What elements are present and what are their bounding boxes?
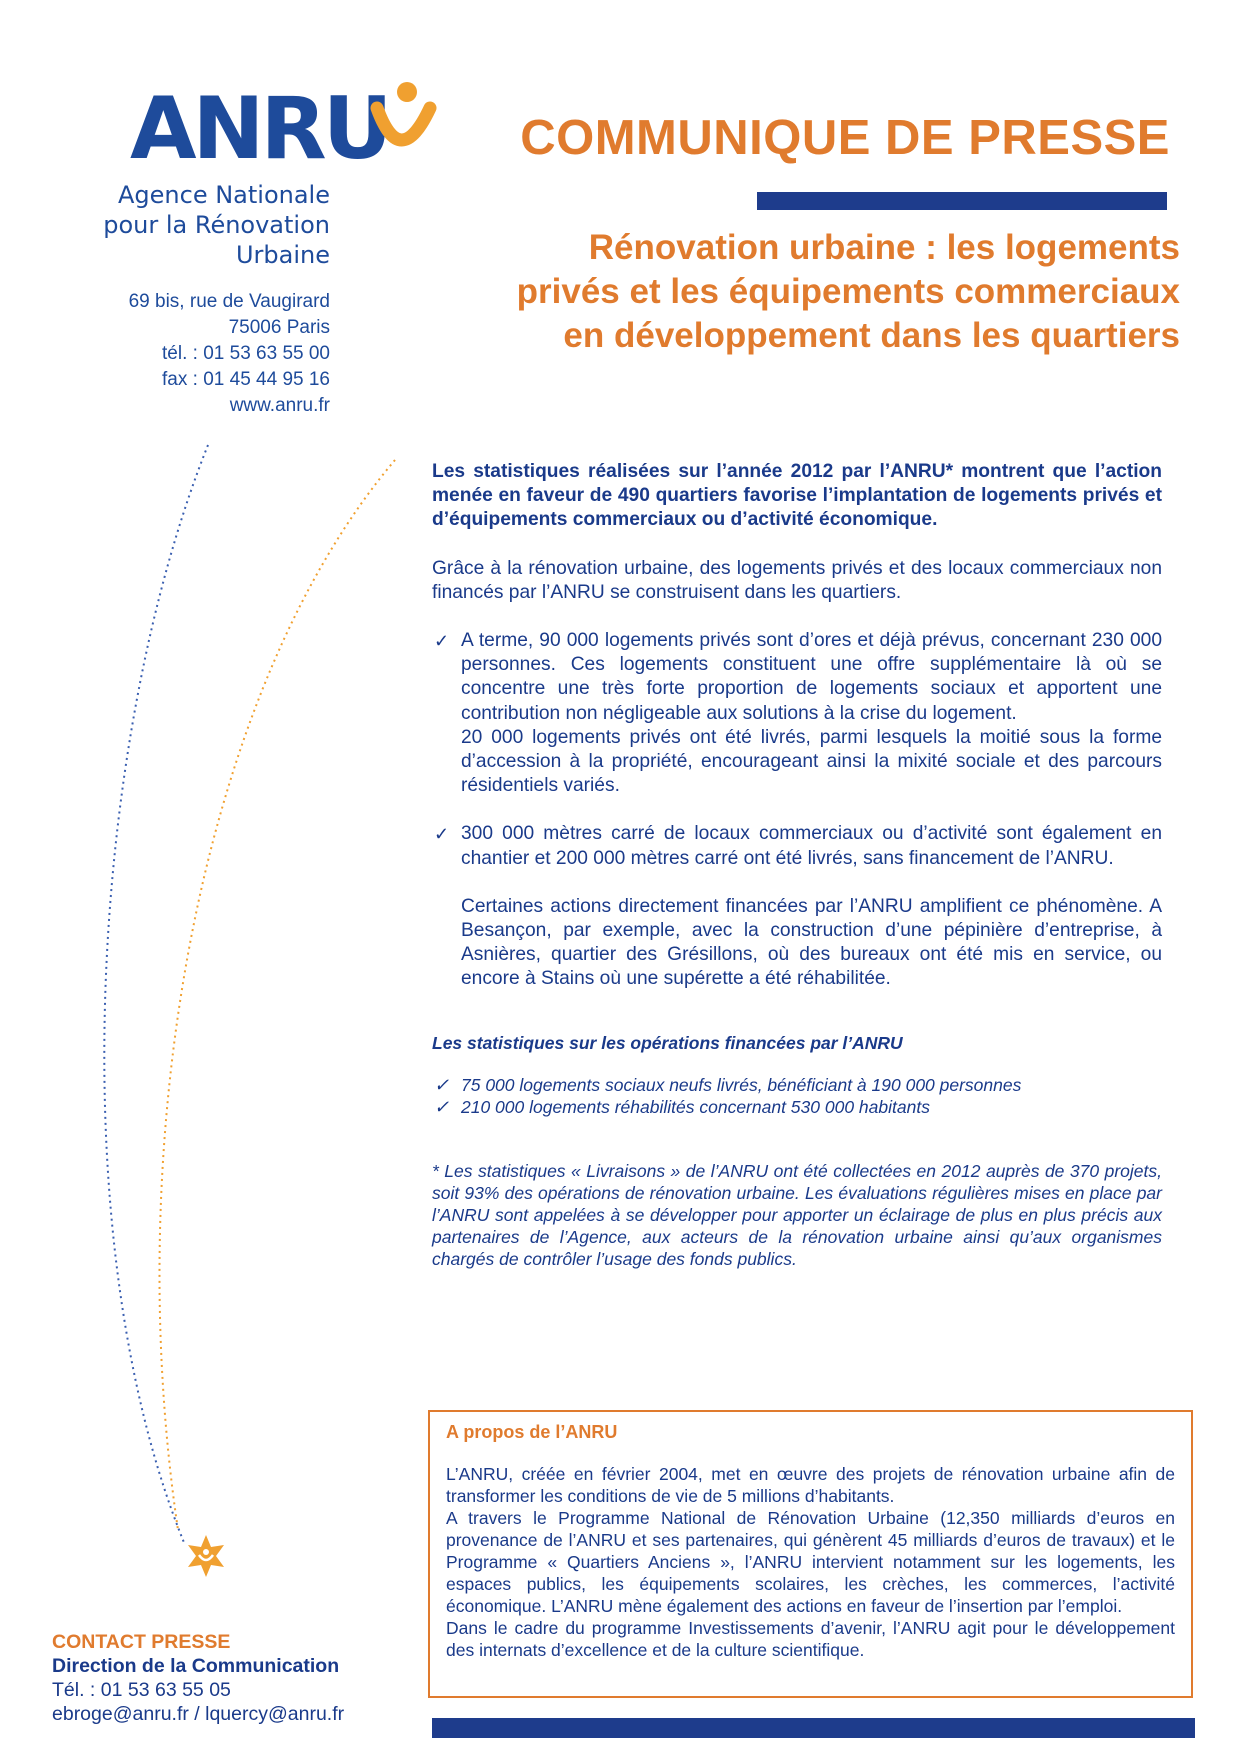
address-city: 75006 Paris bbox=[228, 317, 330, 338]
stats-list bbox=[432, 1074, 1162, 1118]
press-contact bbox=[52, 1630, 392, 1726]
about-paragraph: L’ANRU, créée en février 2004, met en œuvre des projets de rénovation urbaine afin de transformer les conditions de vie de 5 millions d’habitants. bbox=[446, 1464, 1175, 1506]
footer-divider-bar bbox=[432, 1718, 1195, 1738]
footnote: * Les statistiques « Livraisons » de l’ANRU ont été collectées en 2012 auprès de 370 projets, soit 93% des opérations de rénovation urbaine. Les évaluations régulières mises en place par l’ANRU sont appelées à se développer pour apporter un éclairage de plus en plus précis aux partenaires de l’Agence, aux acteurs de la rénovation urbaine ainsi qu’aux organismes chargés de contrôler l’usage des fonds publics. bbox=[432, 1160, 1162, 1269]
headline-line: privés et les équipements commerciaux bbox=[516, 272, 1180, 311]
address-fax: fax : 01 45 44 95 16 bbox=[162, 369, 330, 390]
paragraph: Certaines actions directement financées par l’ANRU amplifient ce phénomène. A Besançon, par exemple, avec la construction d’une pépinière d’entreprise, à Asnières, quartier des Grésillons, où des bureaux ont été mis en service, ou encore à Stains où une supérette a été réhabilitée. bbox=[461, 895, 1162, 990]
bullet-item bbox=[432, 629, 1162, 798]
decorative-arcs bbox=[0, 440, 420, 1580]
bullet-text: 300 000 mètres carré de locaux commerciaux ou d’activité sont également en chantier et 200 000 mètres carré ont été livrés, sans financement de l’ANRU. bbox=[461, 823, 1162, 869]
agency-name bbox=[60, 180, 330, 270]
blue-dotted-arc bbox=[104, 445, 208, 1545]
checkmark-icon: ✓ bbox=[434, 824, 450, 845]
checkmark-icon: ✓ bbox=[434, 1074, 450, 1095]
logo-wordmark: ANRU bbox=[130, 80, 389, 179]
checkmark-icon: ✓ bbox=[434, 631, 450, 652]
address-block bbox=[60, 289, 330, 419]
about-text bbox=[446, 1463, 1175, 1661]
star-emblem-icon bbox=[183, 1533, 229, 1579]
anru-logo bbox=[130, 80, 460, 190]
contact-phone: Tél. : 01 53 63 55 05 bbox=[52, 1679, 231, 1701]
address-street: 69 bis, rue de Vaugirard bbox=[128, 291, 330, 312]
logo-dot bbox=[397, 82, 417, 102]
contact-title: CONTACT PRESSE bbox=[52, 1631, 231, 1653]
agency-name-line: pour la Rénovation bbox=[103, 211, 330, 239]
orange-dotted-arc bbox=[159, 460, 395, 1530]
stats-item bbox=[432, 1096, 1162, 1118]
intro-paragraph: Les statistiques réalisées sur l’année 2012 par l’ANRU* montrent que l’action menée en faveur de 490 quartiers favorise l’implantation de logements privés et d’équipements commerciaux ou d’activité économique. bbox=[432, 461, 1162, 531]
stats-item-text: 75 000 logements sociaux neufs livrés, bénéficiant à 190 000 personnes bbox=[461, 1074, 1022, 1095]
stats-section bbox=[432, 1032, 1162, 1118]
checkmark-icon: ✓ bbox=[434, 1096, 450, 1117]
about-paragraph: A travers le Programme National de Rénovation Urbaine (12,350 milliards d’euros en provenance de l’ANRU et ses partenaires, qui génèrent 45 milliards d’euros de travaux) et le Programme « Quartiers Anciens », l’ANRU intervient notamment sur les logements, les espaces publics, les équipements scolaires, les crèches, les commerces, l’activité économique. L’ANRU mène également des actions en faveur de l’insertion par l’emploi. bbox=[446, 1508, 1175, 1616]
contact-email[interactable]: ebroge@anru.fr / lquercy@anru.fr bbox=[52, 1703, 345, 1725]
paragraph: Grâce à la rénovation urbaine, des logements privés et des locaux commerciaux non financés par l’ANRU se construisent dans les quartiers. bbox=[432, 557, 1162, 603]
agency-name-line: Urbaine bbox=[235, 241, 330, 269]
headline-line: Rénovation urbaine : les logements bbox=[588, 228, 1180, 267]
stats-item bbox=[432, 1074, 1162, 1096]
stats-title: Les statistiques sur les opérations financées par l’ANRU bbox=[432, 1032, 903, 1053]
about-box bbox=[428, 1410, 1193, 1698]
bullet-text: 20 000 logements privés ont été livrés, parmi lesquels la moitié sous la forme d’accession à la propriété, encourageant ainsi la mixité sociale et des parcours résidentiels variés. bbox=[461, 726, 1162, 797]
bullet-text: A terme, 90 000 logements privés sont d’ores et déjà prévus, concernant 230 000 personnes. Ces logements constituent une offre supplémentaire là où se concentre une très forte proportion de logements sociaux et apportent une contribution non négligeable aux solutions à la crise du logement. bbox=[461, 630, 1162, 724]
address-website[interactable]: www.anru.fr bbox=[229, 395, 330, 416]
contact-department: Direction de la Communication bbox=[52, 1655, 340, 1677]
address-phone: tél. : 01 53 63 55 00 bbox=[162, 343, 330, 364]
about-title: A propos de l’ANRU bbox=[446, 1422, 618, 1442]
about-paragraph: Dans le cadre du programme Investissements d’avenir, l’ANRU agit pour le développement des internats d’excellence et de la culture scientifique. bbox=[446, 1618, 1175, 1660]
body-content bbox=[432, 460, 1162, 1287]
agency-name-line: Agence Nationale bbox=[118, 181, 330, 209]
headline-line: en développement dans les quartiers bbox=[563, 316, 1180, 355]
logo-smile bbox=[377, 108, 430, 140]
header-divider-bar bbox=[757, 192, 1167, 210]
headline bbox=[430, 226, 1180, 358]
press-release-title: COMMUNIQUE DE PRESSE bbox=[520, 111, 1170, 165]
bullet-item bbox=[432, 822, 1162, 870]
stats-item-text: 210 000 logements réhabilités concernant 530 000 habitants bbox=[461, 1096, 930, 1117]
